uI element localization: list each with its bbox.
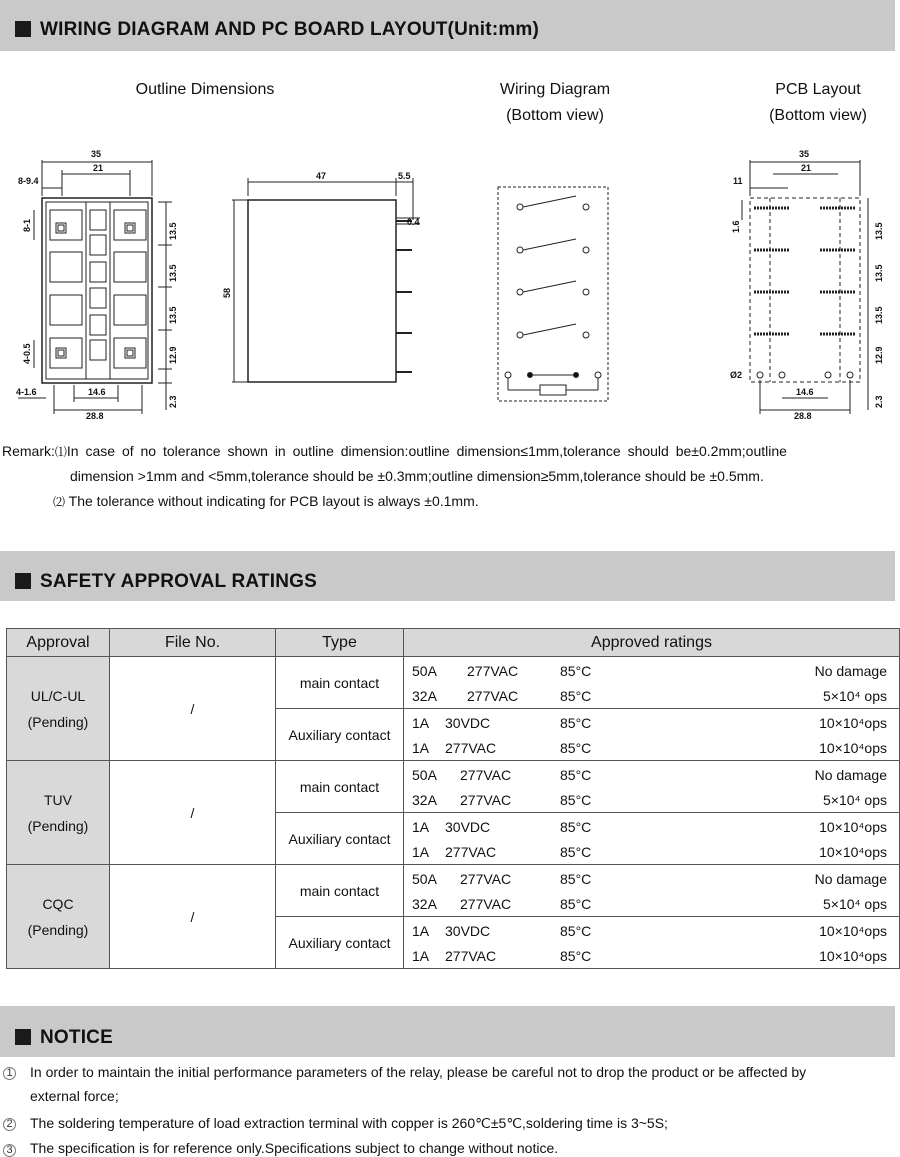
dim-label: 0.4 (407, 217, 420, 227)
ratings-cell (404, 761, 900, 813)
rating-line (412, 892, 887, 916)
wiring-diagram (498, 187, 608, 401)
rating-temp: 85°C (560, 819, 592, 835)
dim-label: 13.5 (874, 264, 884, 282)
rating-current: 32A (412, 896, 437, 912)
rating-result: 10×10⁴ops (819, 844, 887, 860)
rating-current: 1A (412, 715, 430, 731)
rating-result: No damage (814, 663, 887, 679)
dim-label: 28.8 (794, 411, 812, 421)
dim-label: 13.5 (874, 222, 884, 240)
ratings-cell (404, 657, 900, 709)
type-cell: Auxiliary contact (276, 813, 404, 865)
rating-voltage: 30VDC (445, 923, 491, 939)
section-title: WIRING DIAGRAM AND PC BOARD LAYOUT(Unit:mm) (40, 19, 540, 40)
approval-status: (Pending) (27, 817, 89, 834)
drawings (0, 140, 900, 440)
section-header-notice (0, 1006, 895, 1057)
table-row (7, 657, 900, 709)
approval-status: (Pending) (27, 713, 89, 730)
notice-number: 1 (3, 1067, 16, 1080)
dim-label: 12.9 (168, 346, 178, 364)
rating-result: 5×10⁴ ops (822, 792, 887, 808)
dim-label: 8-1 (22, 218, 32, 232)
caption-pcb-1: PCB Layout (775, 81, 861, 98)
caption-wiring-1: Wiring Diagram (499, 81, 611, 98)
rating-result: 10×10⁴ops (819, 715, 887, 731)
approval-cell (7, 657, 110, 761)
rating-temp: 85°C (560, 715, 592, 731)
ratings-table (6, 628, 900, 969)
table-row (7, 761, 900, 813)
rating-voltage: 277VAC (467, 688, 519, 704)
ratings-cell (404, 865, 900, 917)
section-title: SAFETY APPROVAL RATINGS (40, 571, 317, 592)
rating-result: No damage (814, 767, 887, 783)
dim-label: 21 (93, 163, 104, 173)
type-cell: main contact (276, 865, 404, 917)
dim-label: 35 (91, 149, 102, 159)
header-file: File No. (110, 629, 276, 657)
rating-result: 10×10⁴ops (819, 948, 887, 964)
dim-label: 58 (222, 287, 232, 298)
rating-temp: 85°C (560, 844, 592, 860)
rating-result: 10×10⁴ops (819, 923, 887, 939)
rating-result: No damage (814, 871, 887, 887)
ratings-cell (404, 709, 900, 761)
rating-line (412, 867, 887, 891)
dim-label: 13.5 (874, 306, 884, 324)
rating-voltage: 277VAC (460, 896, 512, 912)
approval-name: CQC (42, 895, 74, 912)
rating-voltage: 30VDC (445, 819, 491, 835)
dim-label: 2.3 (168, 395, 178, 408)
section-header-safety (0, 551, 895, 601)
pcb-layout (742, 160, 868, 414)
header-ratings: Approved ratings (404, 629, 900, 657)
type-cell: main contact (276, 761, 404, 813)
rating-result: 10×10⁴ops (819, 740, 887, 756)
notice-3: The specification is for reference only.Specifications subject to change without notice. (30, 1140, 559, 1156)
ratings-cell (404, 813, 900, 865)
rating-result: 5×10⁴ ops (822, 896, 887, 912)
remark-2 (53, 493, 479, 510)
remark-prefix: Remark: (2, 443, 55, 459)
dim-label: 8-9.4 (18, 176, 39, 186)
rating-current: 1A (412, 844, 430, 860)
rating-line (412, 711, 887, 735)
remark-num: ⑴ (54, 445, 67, 459)
dim-label: 1.6 (731, 220, 741, 233)
dim-label: 21 (801, 163, 812, 173)
rating-current: 50A (412, 663, 437, 679)
header-type: Type (276, 629, 404, 657)
section-header-wiring (0, 0, 895, 51)
notice-number: 2 (3, 1118, 16, 1131)
rating-temp: 85°C (560, 663, 592, 679)
rating-temp: 85°C (560, 792, 592, 808)
outline-side-view (232, 178, 420, 382)
dim-label: 5.5 (398, 171, 411, 181)
rating-line (412, 919, 887, 943)
rating-line (412, 815, 887, 839)
rating-voltage: 277VAC (445, 740, 497, 756)
rating-line (412, 788, 887, 812)
dim-label: 14.6 (796, 387, 814, 397)
rating-temp: 85°C (560, 948, 592, 964)
type-cell: Auxiliary contact (276, 917, 404, 969)
ratings-cell (404, 917, 900, 969)
rating-temp: 85°C (560, 740, 592, 756)
rating-line (412, 736, 887, 760)
dim-label: 4-0.5 (22, 343, 32, 364)
remark-num: ⑵ (53, 495, 66, 509)
rating-voltage: 277VAC (445, 948, 497, 964)
rating-temp: 85°C (560, 688, 592, 704)
section-square-icon (15, 573, 31, 589)
type-cell: Auxiliary contact (276, 709, 404, 761)
rating-temp: 85°C (560, 896, 592, 912)
dim-label: 11 (733, 176, 743, 186)
rating-temp: 85°C (560, 871, 592, 887)
header-approval: Approval (7, 629, 110, 657)
notice-2: The soldering temperature of load extraction terminal with copper is 260℃±5℃,soldering time is 3~5S; (30, 1115, 668, 1131)
dim-label: Ø2 (730, 370, 743, 380)
rating-line (412, 684, 887, 708)
rating-current: 1A (412, 948, 430, 964)
dim-label: 12.9 (874, 346, 884, 364)
dim-label: 47 (316, 171, 327, 181)
rating-line (412, 840, 887, 864)
outline-bottom-view (18, 160, 172, 414)
rating-current: 1A (412, 819, 430, 835)
notice-number: 3 (3, 1144, 16, 1157)
notice-1-line-1: In order to maintain the initial performance parameters of the relay, please be careful not to drop the product or be affected by (30, 1064, 807, 1080)
approval-cell (7, 865, 110, 969)
dim-label: 4-1.6 (16, 387, 37, 397)
approval-name: TUV (44, 791, 72, 808)
rating-line (412, 944, 887, 968)
remark-text: In case of no tolerance shown in outline dimension:outline dimension≤1mm,tolerance should be±0.2mm;outline (66, 443, 787, 459)
remark-text: The tolerance without indicating for PCB layout is always ±0.1mm. (68, 493, 479, 509)
section-square-icon (15, 1029, 31, 1045)
rating-line (412, 763, 887, 787)
rating-temp: 85°C (560, 923, 592, 939)
rating-temp: 85°C (560, 767, 592, 783)
rating-current: 1A (412, 923, 430, 939)
dim-label: 35 (799, 149, 810, 159)
rating-result: 10×10⁴ops (819, 819, 887, 835)
rating-current: 1A (412, 740, 430, 756)
type-cell: main contact (276, 657, 404, 709)
section-title: NOTICE (40, 1027, 113, 1048)
rating-voltage: 277VAC (460, 767, 512, 783)
rating-voltage: 277VAC (460, 792, 512, 808)
file-no-cell: / (110, 865, 276, 969)
rating-voltage: 277VAC (460, 871, 512, 887)
rating-current: 32A (412, 792, 437, 808)
dim-label: 28.8 (86, 411, 104, 421)
rating-voltage: 30VDC (445, 715, 491, 731)
file-no-cell: / (110, 657, 276, 761)
rating-line (412, 659, 887, 683)
rating-current: 32A (412, 688, 437, 704)
caption-outline: Outline Dimensions (135, 81, 275, 98)
notice-1-line-2: external force; (30, 1088, 119, 1104)
dim-label: 14.6 (88, 387, 106, 397)
rating-voltage: 277VAC (445, 844, 497, 860)
rating-result: 5×10⁴ ops (822, 688, 887, 704)
approval-cell (7, 761, 110, 865)
rating-current: 50A (412, 767, 437, 783)
dim-label: 2.3 (874, 395, 884, 408)
approval-status: (Pending) (27, 921, 89, 938)
caption-wiring-2: (Bottom view) (506, 107, 604, 124)
dim-label: 13.5 (168, 306, 178, 324)
remark-1-line-1 (2, 443, 787, 460)
caption-pcb-2: (Bottom view) (769, 107, 867, 124)
rating-voltage: 277VAC (467, 663, 519, 679)
file-no-cell: / (110, 761, 276, 865)
approval-name: UL/C-UL (30, 687, 86, 704)
rating-current: 50A (412, 871, 437, 887)
remark-1-line-2: dimension >1mm and <5mm,tolerance should be ±0.3mm;outline dimension≥5mm,tolerance should be ±0.5mm. (70, 468, 764, 484)
dim-label: 13.5 (168, 264, 178, 282)
table-row (7, 865, 900, 917)
dim-label: 13.5 (168, 222, 178, 240)
section-square-icon (15, 21, 31, 37)
